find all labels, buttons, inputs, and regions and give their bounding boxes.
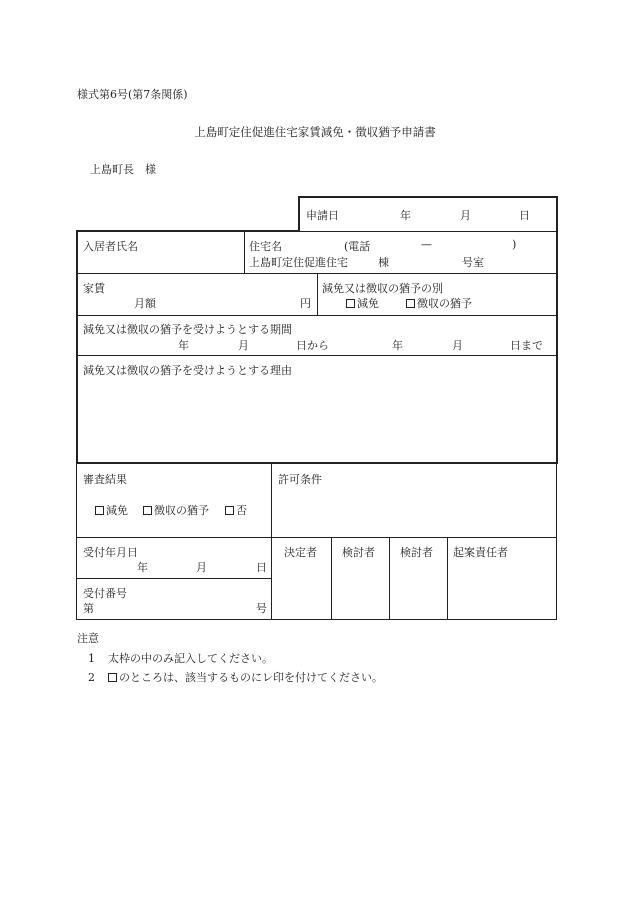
housing-name-label: 住宅名 bbox=[249, 240, 282, 253]
checkbox-icon[interactable] bbox=[346, 299, 355, 308]
receipt-day-unit: 日 bbox=[256, 561, 267, 574]
rent-label: 家賃 bbox=[83, 282, 105, 295]
application-day-unit: 日 bbox=[519, 209, 530, 222]
reason-label: 減免又は徴収の猶予を受けようとする理由 bbox=[83, 364, 292, 377]
period-from-month: 月 bbox=[238, 339, 249, 352]
checkbox-icon[interactable] bbox=[95, 506, 104, 515]
phone-separator: — bbox=[421, 238, 432, 251]
addressee: 上島町長 様 bbox=[90, 163, 156, 176]
room-unit: 号室 bbox=[462, 256, 484, 269]
approval-reviewer-2: 検討者 bbox=[400, 546, 433, 559]
reason-field[interactable] bbox=[80, 380, 554, 460]
receipt-month-unit: 月 bbox=[196, 561, 207, 574]
period-label: 減免又は徴収の猶予を受けようとする期間 bbox=[83, 323, 292, 336]
note-item-2: 2 のところは、該当するものにレ印を付けてください。 bbox=[88, 671, 383, 684]
checkbox-icon bbox=[108, 673, 117, 682]
period-to-year: 年 bbox=[392, 339, 403, 352]
application-month-unit: 月 bbox=[460, 209, 471, 222]
checkbox-icon[interactable] bbox=[225, 506, 234, 515]
application-date-label: 申請日 bbox=[306, 209, 339, 222]
form-number: 様式第6号(第7条関係) bbox=[77, 88, 188, 101]
approval-decider: 決定者 bbox=[284, 546, 317, 559]
notes-heading: 注意 bbox=[77, 632, 99, 645]
approval-reviewer-1: 検討者 bbox=[342, 546, 375, 559]
phone-label: (電話 bbox=[344, 240, 371, 253]
receipt-date-label: 受付年月日 bbox=[83, 546, 138, 559]
period-from-year: 年 bbox=[178, 339, 189, 352]
category-label: 減免又は徴収の猶予の別 bbox=[322, 282, 443, 295]
checkbox-icon[interactable] bbox=[406, 299, 415, 308]
period-to-day: 日まで bbox=[510, 339, 543, 352]
category-option-deferral[interactable]: 徴収の猶予 bbox=[406, 295, 472, 311]
approval-drafter: 起案責任者 bbox=[453, 546, 508, 559]
review-option-denied[interactable]: 否 bbox=[225, 502, 247, 518]
review-result-label: 審査結果 bbox=[83, 473, 127, 486]
form-title: 上島町定住促進住宅家賃減免・徴収猶予申請書 bbox=[194, 125, 436, 139]
period-from-day: 日から bbox=[296, 339, 329, 352]
permit-conditions-label: 許可条件 bbox=[278, 473, 322, 486]
receipt-year-unit: 年 bbox=[137, 561, 148, 574]
note-item-1: 1 太枠の中のみ記入してください。 bbox=[88, 652, 273, 665]
yen-unit: 円 bbox=[300, 297, 311, 310]
review-option-deferral[interactable]: 徴収の猶予 bbox=[143, 502, 209, 518]
application-year-unit: 年 bbox=[400, 209, 411, 222]
monthly-label: 月額 bbox=[134, 297, 156, 310]
period-to-month: 月 bbox=[452, 339, 463, 352]
receipt-number-suffix: 号 bbox=[256, 602, 267, 615]
housing-name: 上島町定住促進住宅 bbox=[249, 256, 348, 269]
receipt-number-label: 受付番号 bbox=[83, 587, 127, 600]
category-option-reduction[interactable]: 減免 bbox=[346, 295, 379, 311]
review-option-reduction[interactable]: 減免 bbox=[95, 502, 128, 518]
tenant-name-label: 入居者氏名 bbox=[83, 240, 138, 253]
building-unit: 棟 bbox=[378, 256, 389, 269]
phone-close: ) bbox=[512, 238, 517, 251]
checkbox-icon[interactable] bbox=[143, 506, 152, 515]
receipt-number-prefix: 第 bbox=[83, 602, 94, 615]
